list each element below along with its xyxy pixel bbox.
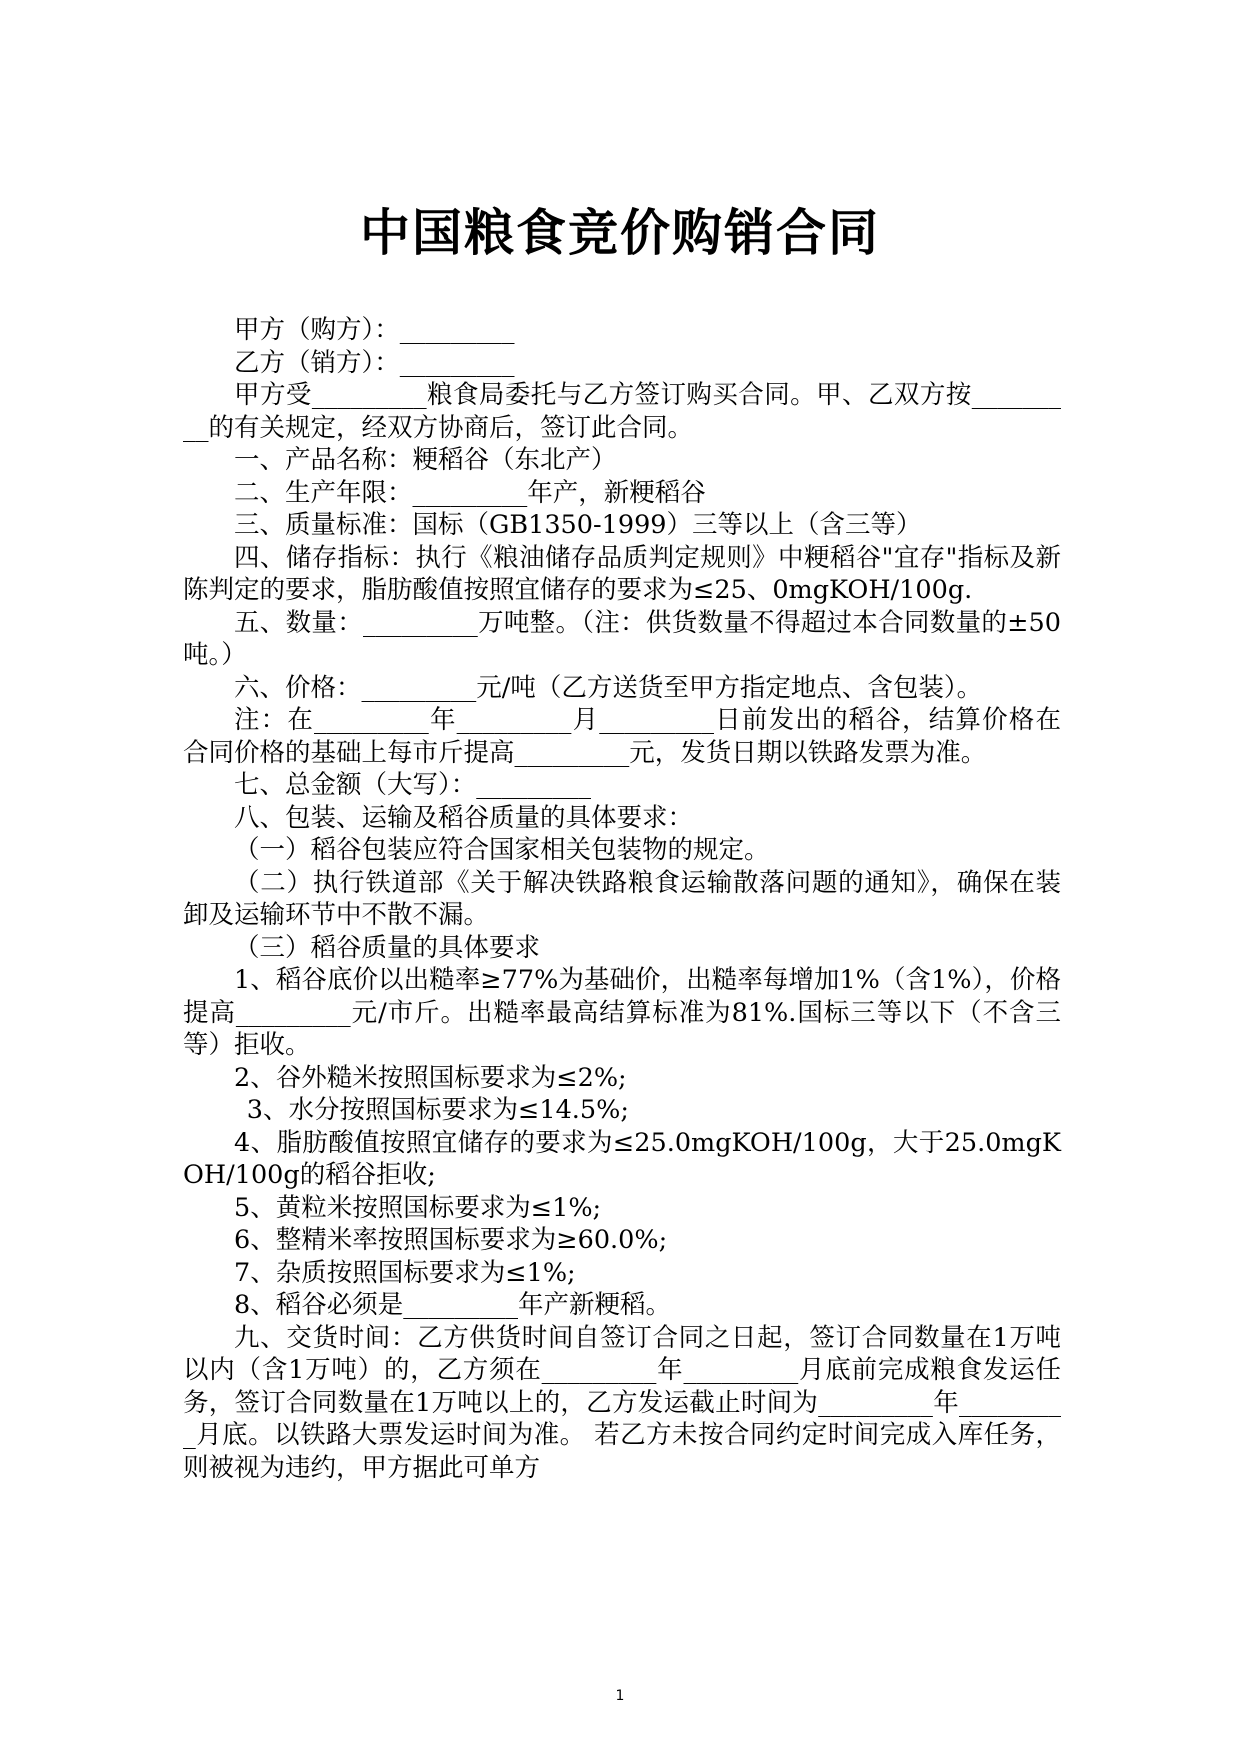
contract-body bbox=[183, 314, 1061, 1484]
page-number: 1 bbox=[615, 1688, 625, 1704]
clause-production-year: 二、生产年限：_________年产，新粳稻谷 bbox=[234, 477, 706, 508]
quality-item-8: 8、稻谷必须是_________年产新粳稻。 bbox=[234, 1290, 671, 1320]
quality-item-1: 1、稻谷底价以出糙率≥77%为基础价，出糙率每增加1%（含1%），价格提高_________元/市斤。出糙率最高结算标准为81%.国标三等以下（不含三等）拒收。 bbox=[183, 965, 1061, 1060]
clause-quality-standard: 三、质量标准：国标（GB1350-1999）三等以上（含三等） bbox=[234, 510, 922, 540]
clause-quantity: 五、数量：_________万吨整。（注：供货数量不得超过本合同数量的±50吨。） bbox=[183, 607, 1061, 670]
clause-total-amount: 七、总金额（大写）：_________ bbox=[234, 770, 592, 800]
sub-clause-packaging: （一）稻谷包装应符合国家相关包装物的规定。 bbox=[234, 835, 770, 865]
quality-item-3: 3、水分按照国标要求为≤14.5%; bbox=[246, 1095, 629, 1125]
clause-product-name: 一、产品名称：粳稻谷（东北产） bbox=[234, 445, 617, 475]
quality-item-2: 2、谷外糙米按照国标要求为≤2%; bbox=[234, 1062, 627, 1093]
quality-item-7: 7、杂质按照国标要求为≤1%; bbox=[234, 1257, 576, 1288]
document-title: 中国粮食竞价购销合同 bbox=[360, 204, 880, 262]
clause-packaging-heading: 八、包装、运输及稻谷质量的具体要求： bbox=[234, 802, 694, 833]
clause-price: 六、价格：_________元/吨（乙方送货至甲方指定地点、含包装）。 bbox=[234, 672, 983, 703]
quality-item-5: 5、黄粒米按照国标要求为≤1%; bbox=[234, 1192, 602, 1223]
price-note: 注：在_________年_________月_________日前发出的稻谷，结算价格在合同价格的基础上每市斤提高_________元，发货日期以铁路发票为准。 bbox=[183, 705, 1061, 768]
quality-item-4: 4、脂肪酸值按照宜储存的要求为≤25.0mgKOH/100g，大于25.0mgKOH/100g的稻谷拒收; bbox=[183, 1127, 1061, 1190]
sub-clause-quality-heading: （三）稻谷质量的具体要求 bbox=[234, 932, 541, 963]
party-b-line: 乙方（销方）：_________ bbox=[234, 347, 515, 378]
clause-storage-indicator: 四、储存指标：执行《粮油储存品质判定规则》中粳稻谷"宜存"指标及新陈判定的要求，脂肪酸值按照宜储存的要求为≤25、0mgKOH/100g. bbox=[183, 542, 1061, 605]
clause-delivery-time: 九、交货时间：乙方供货时间自签订合同之日起，签订合同数量在1万吨以内（含1万吨）的，乙方须在_________年_________月底前完成粮食发运任务，签订合同数量在1万吨以上的，乙方发运截止时间为_________年_________月底。以铁路大票发运时间为准。 若乙方未按合同约定时间完成入库任务，则被视为违约，甲方据此可单方 bbox=[183, 1322, 1061, 1483]
quality-item-6: 6、整精米率按照国标要求为≥60.0%; bbox=[234, 1225, 668, 1255]
preamble-paragraph: 甲方受_________粮食局委托与乙方签订购买合同。甲、乙双方按_________的有关规定，经双方协商后，签订此合同。 bbox=[183, 380, 1061, 443]
sub-clause-railway: （二）执行铁道部《关于解决铁路粮食运输散落问题的通知》，确保在装卸及运输环节中不散不漏。 bbox=[183, 867, 1061, 930]
party-a-line: 甲方（购方）：_________ bbox=[234, 315, 515, 345]
